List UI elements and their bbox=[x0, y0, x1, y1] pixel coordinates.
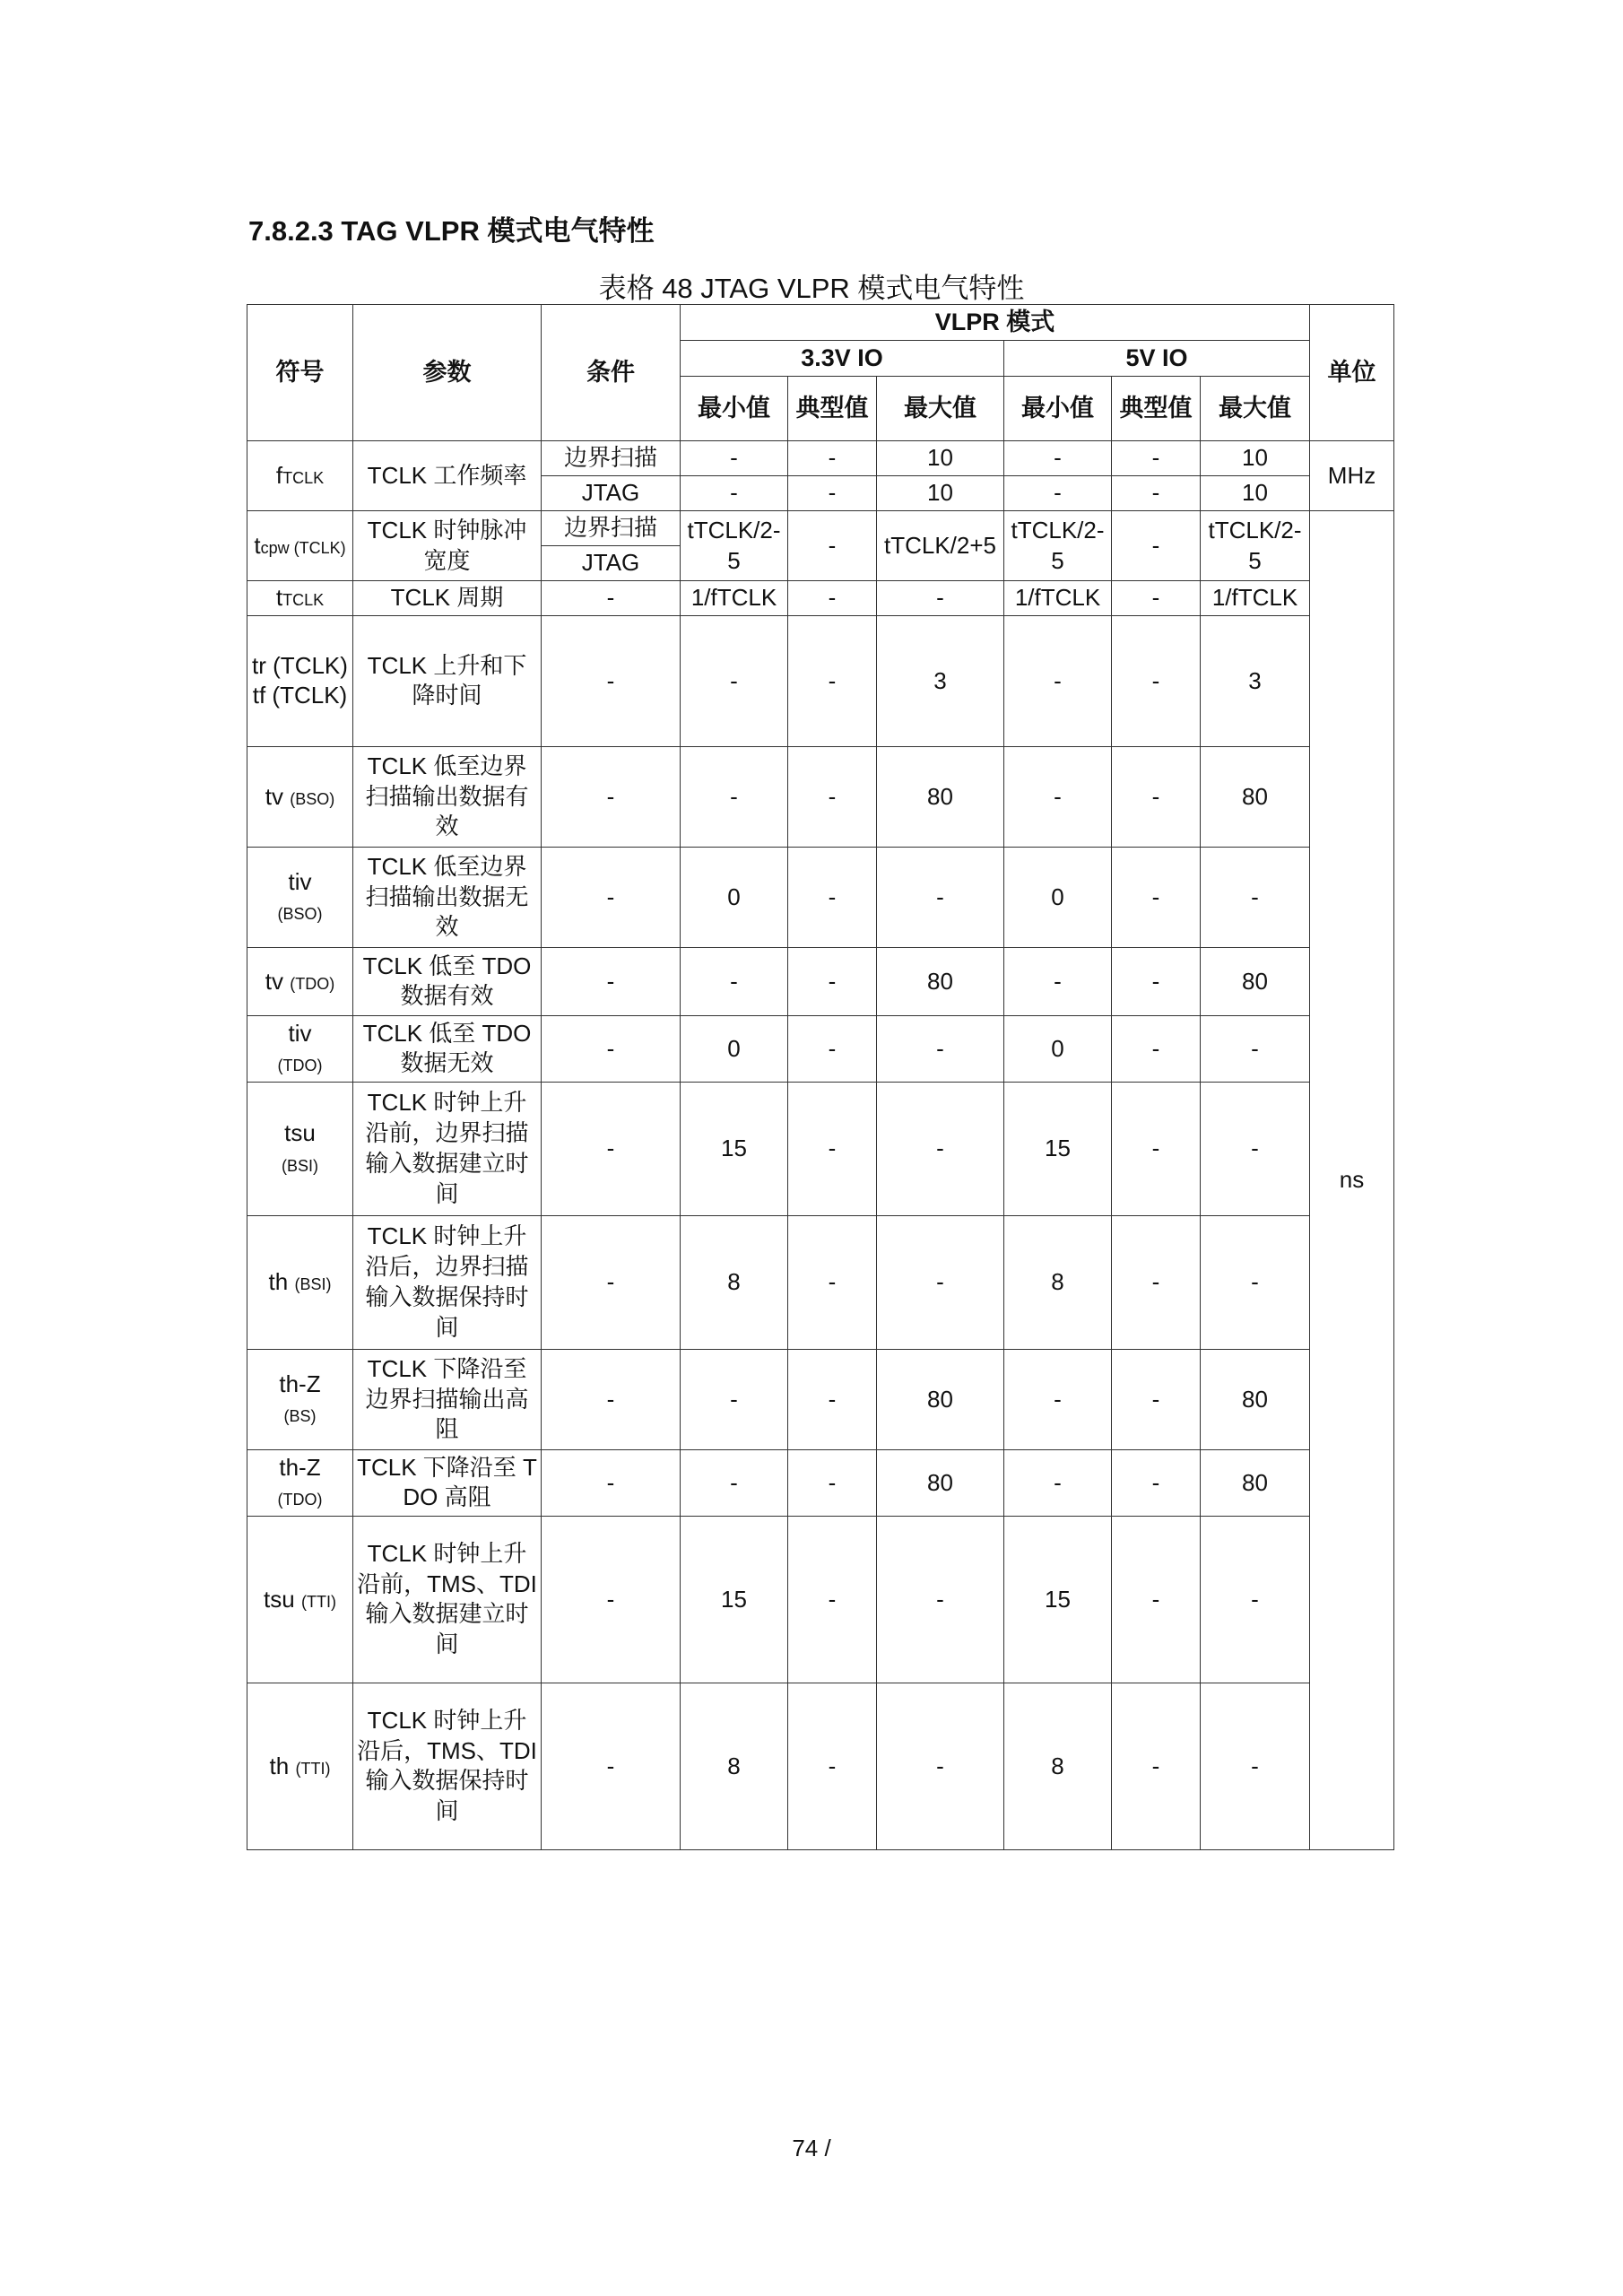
value-cell: 1/fTCLK bbox=[1201, 581, 1310, 616]
value-cell: - bbox=[1112, 1215, 1201, 1349]
value-cell: - bbox=[788, 1082, 877, 1215]
value-cell: - bbox=[681, 615, 788, 746]
electrical-characteristics-table bbox=[247, 304, 1394, 1850]
value-cell: - bbox=[877, 1015, 1004, 1082]
cond-cell: - bbox=[542, 1516, 681, 1683]
value-cell: - bbox=[1004, 746, 1112, 847]
value-cell: 1/fTCLK bbox=[681, 581, 788, 616]
table-row bbox=[247, 581, 1394, 616]
header-io5: 5V IO bbox=[1004, 341, 1310, 377]
cond-cell: - bbox=[542, 1082, 681, 1215]
value-cell: 1/fTCLK bbox=[1004, 581, 1112, 616]
header-cond: 条件 bbox=[542, 305, 681, 441]
header-max: 最大值 bbox=[877, 377, 1004, 441]
value-cell: tTCLK/2+5 bbox=[877, 511, 1004, 581]
value-cell: 10 bbox=[877, 476, 1004, 511]
table-row bbox=[247, 1449, 1394, 1516]
value-cell: - bbox=[681, 746, 788, 847]
value-cell: - bbox=[788, 1215, 877, 1349]
value-cell: 0 bbox=[681, 1015, 788, 1082]
value-cell: 0 bbox=[1004, 1015, 1112, 1082]
cond-cell: - bbox=[542, 746, 681, 847]
symbol-cell: fTCLK bbox=[247, 441, 353, 511]
header-io33: 3.3V IO bbox=[681, 341, 1004, 377]
cond-cell: - bbox=[542, 1215, 681, 1349]
symbol-cell: th-Z (BS) bbox=[247, 1349, 353, 1449]
header-typ: 典型值 bbox=[788, 377, 877, 441]
value-cell: 80 bbox=[1201, 746, 1310, 847]
value-cell: - bbox=[1004, 1349, 1112, 1449]
value-cell: - bbox=[788, 847, 877, 947]
param-cell: TCLK 时钟上升沿前，TMS、TDI 输入数据建立时间 bbox=[353, 1516, 542, 1683]
value-cell: - bbox=[877, 1082, 1004, 1215]
value-cell: - bbox=[1112, 1516, 1201, 1683]
value-cell: 15 bbox=[1004, 1516, 1112, 1683]
value-cell: 80 bbox=[877, 1449, 1004, 1516]
cond-cell: - bbox=[542, 1015, 681, 1082]
value-cell: - bbox=[1112, 581, 1201, 616]
value-cell: - bbox=[681, 476, 788, 511]
param-cell: TCLK 时钟上升沿前，边界扫描输入数据建立时间 bbox=[353, 1082, 542, 1215]
value-cell: 3 bbox=[1201, 615, 1310, 746]
value-cell: - bbox=[1112, 476, 1201, 511]
value-cell: - bbox=[788, 476, 877, 511]
symbol-cell: th (TTI) bbox=[247, 1683, 353, 1849]
symbol-cell: tr (TCLK) tf (TCLK) bbox=[247, 615, 353, 746]
cond-cell: - bbox=[542, 947, 681, 1015]
value-cell: - bbox=[1201, 1215, 1310, 1349]
value-cell: 8 bbox=[681, 1215, 788, 1349]
param-cell: TCLK 上升和下降时间 bbox=[353, 615, 542, 746]
cond-cell: JTAG bbox=[542, 546, 681, 581]
header-max: 最大值 bbox=[1201, 377, 1310, 441]
value-cell: - bbox=[1112, 441, 1201, 476]
value-cell: - bbox=[1004, 1449, 1112, 1516]
value-cell: tTCLK/2-5 bbox=[681, 511, 788, 581]
value-cell: - bbox=[1112, 1683, 1201, 1849]
value-cell: tTCLK/2-5 bbox=[1201, 511, 1310, 581]
param-cell: TCLK 工作频率 bbox=[353, 441, 542, 511]
value-cell: 8 bbox=[1004, 1683, 1112, 1849]
value-cell: 10 bbox=[1201, 441, 1310, 476]
value-cell: - bbox=[681, 1449, 788, 1516]
param-cell: TCLK 下降沿至 TDO 高阻 bbox=[353, 1449, 542, 1516]
value-cell: - bbox=[1112, 1349, 1201, 1449]
value-cell: 15 bbox=[681, 1082, 788, 1215]
value-cell: - bbox=[1004, 615, 1112, 746]
value-cell: - bbox=[1112, 1015, 1201, 1082]
value-cell: - bbox=[1112, 615, 1201, 746]
table-row bbox=[247, 1349, 1394, 1449]
param-cell: TCLK 低至边界扫描输出数据无效 bbox=[353, 847, 542, 947]
header-symbol: 符号 bbox=[247, 305, 353, 441]
symbol-cell: tv (TDO) bbox=[247, 947, 353, 1015]
cond-cell: - bbox=[542, 1449, 681, 1516]
value-cell: - bbox=[1112, 947, 1201, 1015]
value-cell: 3 bbox=[877, 615, 1004, 746]
cond-cell: - bbox=[542, 1683, 681, 1849]
value-cell: 0 bbox=[1004, 847, 1112, 947]
header-param: 参数 bbox=[353, 305, 542, 441]
symbol-cell: tcpw (TCLK) bbox=[247, 511, 353, 581]
unit-cell: MHz bbox=[1310, 441, 1394, 511]
value-cell: - bbox=[681, 947, 788, 1015]
value-cell: - bbox=[1004, 476, 1112, 511]
unit-cell: ns bbox=[1310, 511, 1394, 1850]
value-cell: - bbox=[1004, 441, 1112, 476]
value-cell: - bbox=[788, 1349, 877, 1449]
symbol-cell: th-Z (TDO) bbox=[247, 1449, 353, 1516]
symbol-cell: tsu (TTI) bbox=[247, 1516, 353, 1683]
param-cell: TCLK 低至 TDO 数据无效 bbox=[353, 1015, 542, 1082]
value-cell: 10 bbox=[1201, 476, 1310, 511]
value-cell: 80 bbox=[877, 1349, 1004, 1449]
cond-cell: - bbox=[542, 1349, 681, 1449]
table-row bbox=[247, 1082, 1394, 1215]
cond-cell: - bbox=[542, 847, 681, 947]
symbol-cell: tTCLK bbox=[247, 581, 353, 616]
param-cell: TCLK 低至 TDO 数据有效 bbox=[353, 947, 542, 1015]
value-cell: - bbox=[877, 1516, 1004, 1683]
value-cell: 80 bbox=[1201, 1349, 1310, 1449]
value-cell: - bbox=[1112, 1082, 1201, 1215]
value-cell: - bbox=[1201, 1516, 1310, 1683]
symbol-cell: tv (BSO) bbox=[247, 746, 353, 847]
param-cell: TCLK 时钟脉冲宽度 bbox=[353, 511, 542, 581]
value-cell: - bbox=[1201, 847, 1310, 947]
value-cell: - bbox=[788, 1015, 877, 1082]
value-cell: 10 bbox=[877, 441, 1004, 476]
table-row bbox=[247, 1516, 1394, 1683]
table-row bbox=[247, 947, 1394, 1015]
value-cell: - bbox=[1004, 947, 1112, 1015]
param-cell: TCLK 低至边界扫描输出数据有效 bbox=[353, 746, 542, 847]
value-cell: - bbox=[877, 1683, 1004, 1849]
value-cell: 15 bbox=[1004, 1082, 1112, 1215]
value-cell: - bbox=[1112, 511, 1201, 581]
value-cell: 80 bbox=[877, 947, 1004, 1015]
header-mode: VLPR 模式 bbox=[681, 305, 1310, 341]
page-number: 74 / bbox=[792, 2135, 831, 2161]
param-cell: TCLK 周期 bbox=[353, 581, 542, 616]
table-row bbox=[247, 1015, 1394, 1082]
value-cell: - bbox=[877, 581, 1004, 616]
symbol-cell: th (BSI) bbox=[247, 1215, 353, 1349]
param-cell: TCLK 下降沿至边界扫描输出高阻 bbox=[353, 1349, 542, 1449]
cond-cell: 边界扫描 bbox=[542, 511, 681, 546]
table-row bbox=[247, 511, 1394, 546]
symbol-cell: tiv (TDO) bbox=[247, 1015, 353, 1082]
value-cell: - bbox=[788, 615, 877, 746]
value-cell: - bbox=[1112, 746, 1201, 847]
table-caption: 表格 48 JTAG VLPR 模式电气特性 bbox=[598, 273, 1025, 304]
value-cell: - bbox=[1201, 1683, 1310, 1849]
value-cell: - bbox=[788, 746, 877, 847]
symbol-cell: tiv (BSO) bbox=[247, 847, 353, 947]
value-cell: - bbox=[788, 1449, 877, 1516]
param-cell: TCLK 时钟上升沿后，TMS、TDI 输入数据保持时间 bbox=[353, 1683, 542, 1849]
header-typ: 典型值 bbox=[1112, 377, 1201, 441]
value-cell: - bbox=[877, 847, 1004, 947]
value-cell: 8 bbox=[1004, 1215, 1112, 1349]
symbol-cell: tsu (BSI) bbox=[247, 1082, 353, 1215]
value-cell: - bbox=[788, 1683, 877, 1849]
value-cell: - bbox=[788, 581, 877, 616]
value-cell: tTCLK/2-5 bbox=[1004, 511, 1112, 581]
value-cell: - bbox=[877, 1215, 1004, 1349]
value-cell: - bbox=[1112, 847, 1201, 947]
cond-cell: - bbox=[542, 615, 681, 746]
value-cell: - bbox=[788, 947, 877, 1015]
value-cell: - bbox=[1201, 1015, 1310, 1082]
value-cell: 0 bbox=[681, 847, 788, 947]
value-cell: 80 bbox=[1201, 947, 1310, 1015]
header-min: 最小值 bbox=[1004, 377, 1112, 441]
section-heading: 7.8.2.3 TAG VLPR 模式电气特性 bbox=[248, 215, 655, 247]
value-cell: - bbox=[788, 441, 877, 476]
value-cell: - bbox=[1112, 1449, 1201, 1516]
table-row bbox=[247, 847, 1394, 947]
value-cell: - bbox=[681, 1349, 788, 1449]
header-unit: 单位 bbox=[1310, 305, 1394, 441]
value-cell: - bbox=[681, 441, 788, 476]
param-cell: TCLK 时钟上升沿后，边界扫描输入数据保持时间 bbox=[353, 1215, 542, 1349]
cond-cell: JTAG bbox=[542, 476, 681, 511]
value-cell: - bbox=[1201, 1082, 1310, 1215]
cond-cell: 边界扫描 bbox=[542, 441, 681, 476]
value-cell: 8 bbox=[681, 1683, 788, 1849]
value-cell: 15 bbox=[681, 1516, 788, 1683]
header-min: 最小值 bbox=[681, 377, 788, 441]
value-cell: - bbox=[788, 1516, 877, 1683]
value-cell: 80 bbox=[877, 746, 1004, 847]
cond-cell: - bbox=[542, 581, 681, 616]
value-cell: 80 bbox=[1201, 1449, 1310, 1516]
table-row bbox=[247, 1683, 1394, 1849]
table-row bbox=[247, 1215, 1394, 1349]
table-row bbox=[247, 615, 1394, 746]
value-cell: - bbox=[788, 511, 877, 581]
table-row bbox=[247, 441, 1394, 476]
table-row bbox=[247, 746, 1394, 847]
